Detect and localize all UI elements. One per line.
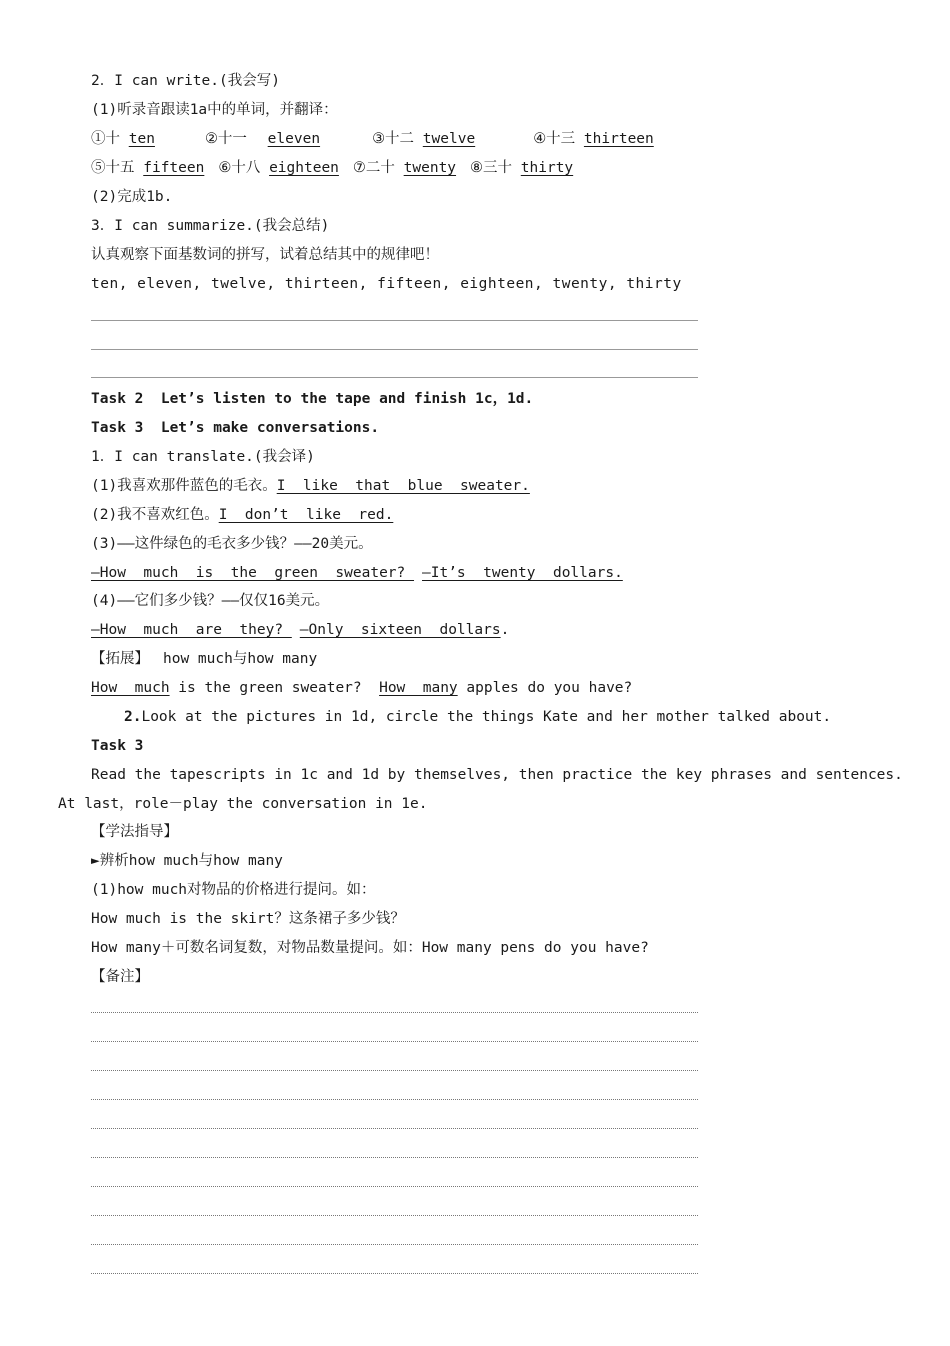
- summarize-heading: 3．I can summarize.(我会总结): [91, 218, 330, 234]
- translate-answer: I don’t like red.: [218, 507, 394, 523]
- number-prompt: ③十二: [372, 131, 423, 147]
- translate-answer: —How much is the green sweater?: [91, 565, 415, 581]
- number-prompt: ⑤十五: [91, 160, 144, 176]
- number-prompt: ⑧三十: [470, 160, 521, 176]
- look-instruction: [124, 707, 831, 727]
- number-answer: thirteen: [583, 131, 654, 147]
- extension-title: [91, 649, 317, 669]
- extension-text: is the green sweater?: [169, 680, 380, 696]
- notes-line: [91, 1215, 698, 1216]
- extension-label: 【拓展】: [91, 651, 149, 667]
- notes-line: [91, 1273, 698, 1274]
- notes-line: [91, 1070, 698, 1071]
- study-guide-example-1: How much is the skirt？这条裙子多少钱？: [91, 911, 405, 927]
- number-answer: eighteen: [269, 160, 339, 176]
- extension-answer: How many: [379, 680, 458, 696]
- number-prompt: ⑥十八: [218, 160, 270, 176]
- study-guide-title: ►辨析how much与how many: [91, 853, 283, 869]
- notes-line: [91, 1157, 698, 1158]
- summarize-instruction: 认真观察下面基数词的拼写，试着总结其中的规律吧！: [91, 247, 439, 263]
- number-words-list: ten, eleven, twelve, thirteen, fifteen, eighteen, twenty, thirty: [91, 276, 682, 292]
- look-number: 2.: [124, 709, 142, 725]
- number-prompt: ①十: [91, 131, 129, 147]
- task-3-reading-line-1: Read the tapescripts in 1c and 1d by themselves, then practice the key phrases and sentences.: [91, 767, 903, 783]
- translate-answer: —Only sixteen dollars: [299, 622, 501, 638]
- write-question-2: (2)完成1b.: [91, 189, 173, 205]
- answer-line: [91, 320, 698, 321]
- translate-question-3: (3)——这件绿色的毛衣多少钱？——20美元。: [91, 536, 373, 552]
- number-row-1: [91, 129, 654, 149]
- translate-answer: I like that blue sweater.: [276, 478, 530, 494]
- translate-answer-3: [91, 563, 623, 583]
- task-3-reading-line-2: At last，role－play the conversation in 1e.: [58, 796, 428, 812]
- study-guide-label: 【学法指导】: [91, 824, 178, 840]
- period: .: [500, 622, 510, 638]
- answer-line: [91, 349, 698, 350]
- number-prompt: ⑦二十: [352, 160, 404, 176]
- number-answer: twelve: [422, 131, 476, 147]
- translate-answer-4: [91, 620, 509, 640]
- notes-line: [91, 1244, 698, 1245]
- translate-question: (2)我不喜欢红色。: [91, 507, 219, 523]
- translate-item-1: [91, 476, 530, 496]
- notes-line: [91, 1186, 698, 1187]
- translate-item-2: [91, 505, 393, 525]
- task-3-title: Task 3 Let’s make conversations.: [91, 420, 380, 436]
- write-heading: 2．I can write.(我会写): [91, 73, 280, 89]
- notes-line: [91, 1099, 698, 1100]
- number-answer: twenty: [403, 160, 457, 176]
- notes-line: [91, 1012, 698, 1013]
- extension-text: apples do you have?: [457, 680, 633, 696]
- number-row-2: [91, 158, 573, 178]
- write-question-1: (1)听录音跟读1a中的单词，并翻译：: [91, 102, 338, 118]
- notes-label: 【备注】: [91, 969, 149, 985]
- task-2-title: Task 2 Let’s listen to the tape and finish 1c，1d.: [91, 391, 534, 407]
- extension-topic: how much与how many: [163, 651, 318, 667]
- study-guide-point-1: (1)how much对物品的价格进行提问。如：: [91, 882, 376, 898]
- translate-answer: —How much are they?: [91, 622, 292, 638]
- number-answer: thirty: [520, 160, 574, 176]
- number-answer: eleven: [267, 131, 321, 147]
- notes-line: [91, 1128, 698, 1129]
- answer-line: [91, 377, 698, 378]
- translate-question: (1)我喜欢那件蓝色的毛衣。: [91, 478, 277, 494]
- number-prompt: ②十一: [204, 131, 256, 147]
- number-answer: fifteen: [143, 160, 205, 176]
- study-guide-point-2: How many＋可数名词复数，对物品数量提问。如：How many pens do you have?: [91, 940, 649, 956]
- translate-question-4: (4)——它们多少钱？——仅仅16美元。: [91, 593, 330, 609]
- number-prompt: ④十三: [533, 131, 584, 147]
- extension-examples: [91, 678, 632, 698]
- translate-heading: 1．I can translate.(我会译): [91, 449, 315, 465]
- task-3-reading-title: Task 3: [91, 738, 144, 754]
- number-answer: ten: [128, 131, 155, 147]
- translate-answer: —It’s twenty dollars.: [422, 565, 623, 581]
- look-text: Look at the pictures in 1d, circle the things Kate and her mother talked about.: [141, 709, 832, 725]
- extension-answer: How much: [91, 680, 170, 696]
- notes-line: [91, 1041, 698, 1042]
